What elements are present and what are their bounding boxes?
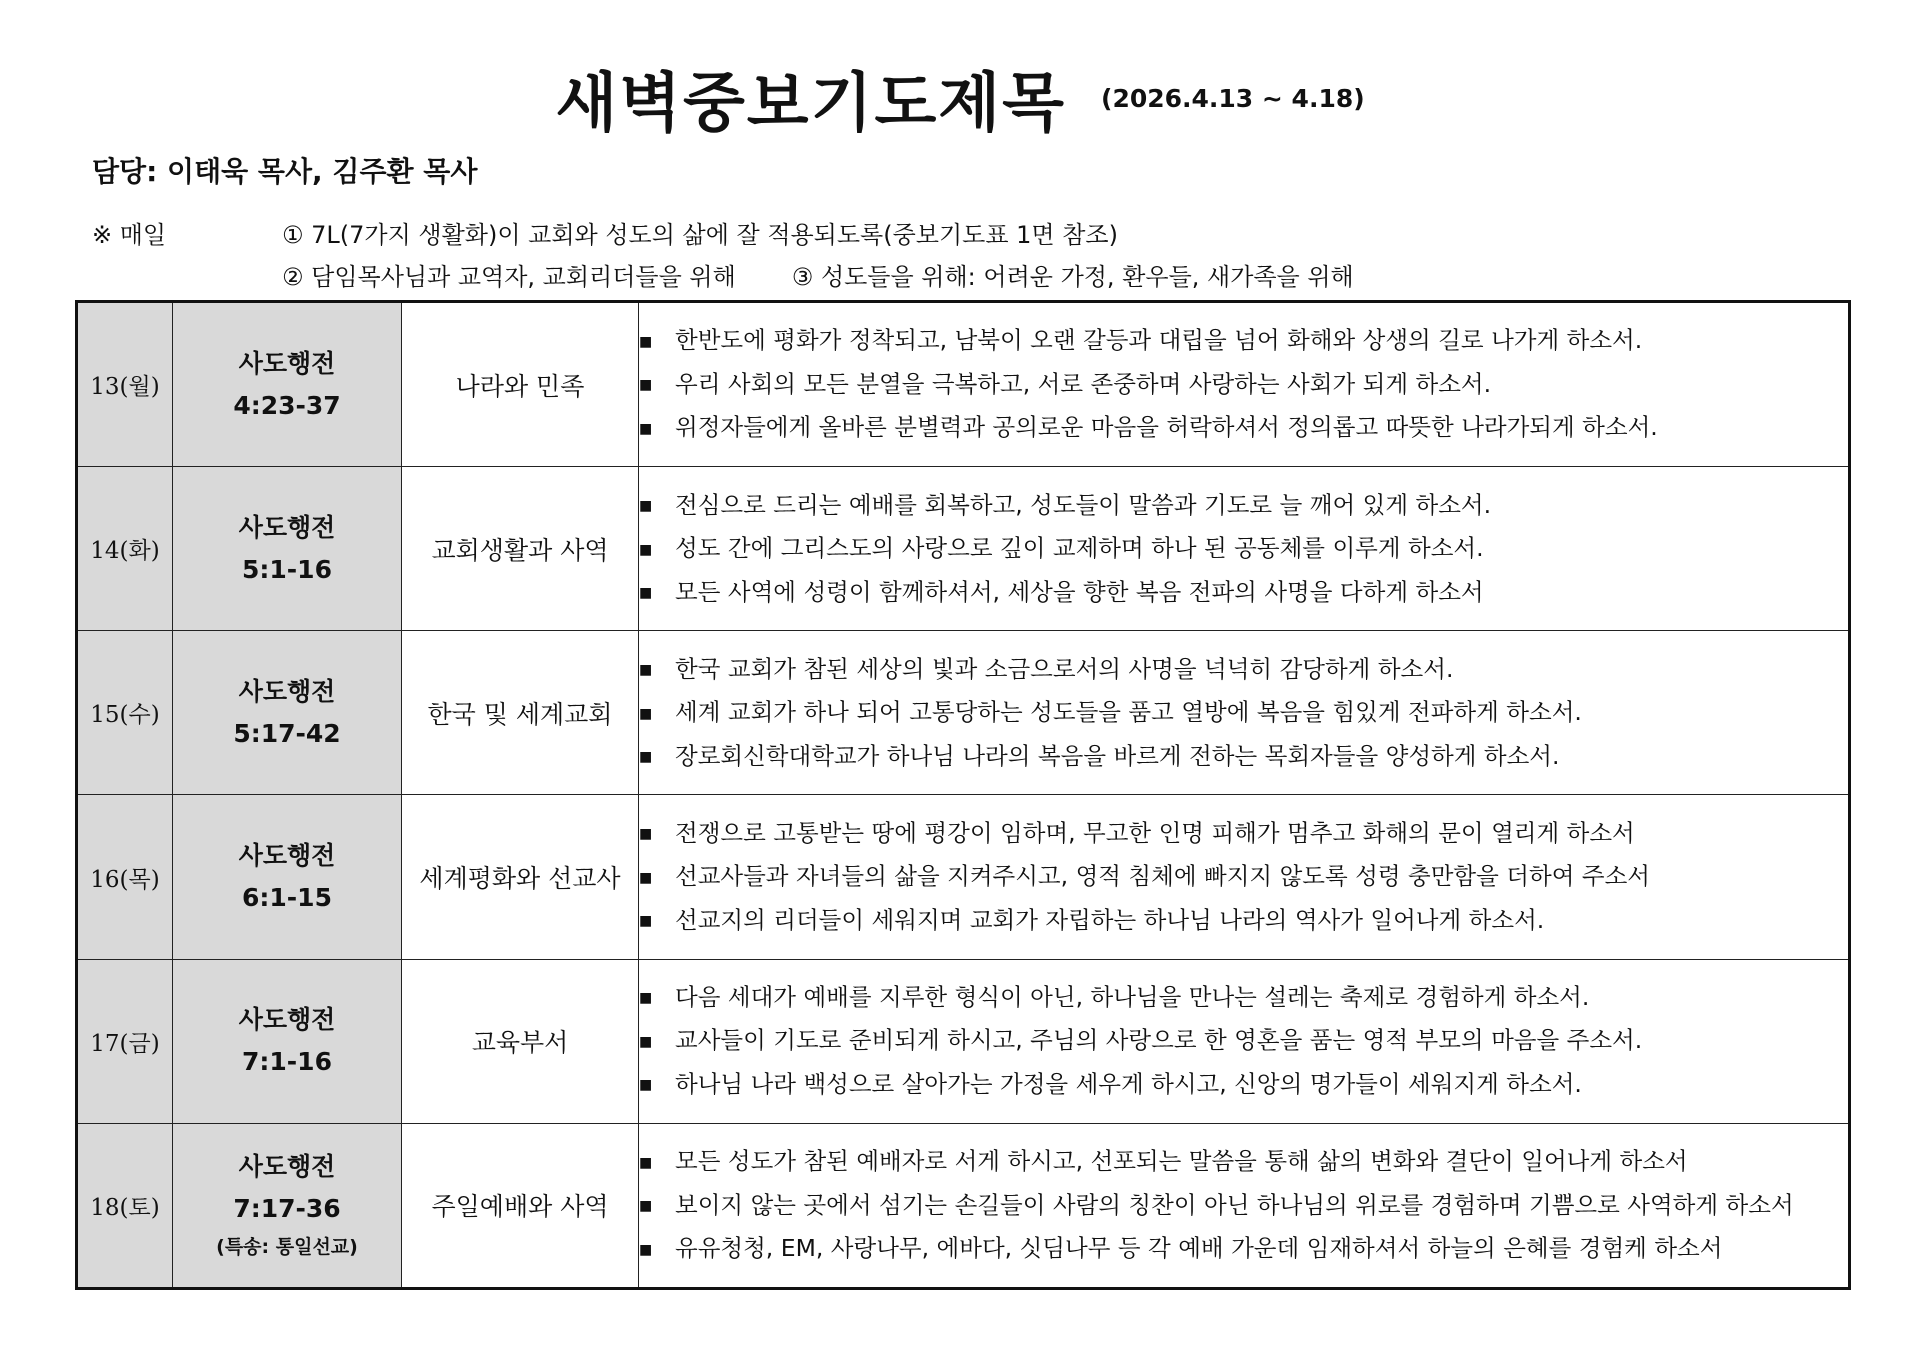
prayer-text: 교사들이 기도로 준비되게 하시고, 주님의 사랑으로 한 영혼을 품는 영적 부모의 마음을 주소서. (675, 1026, 1643, 1055)
passage-verses: 7:17-36 (233, 1194, 341, 1224)
prayer-list (639, 648, 1848, 779)
square-bullet-icon: ■ (639, 541, 653, 558)
passage-cell (173, 631, 402, 795)
prayer-item (639, 1140, 1848, 1184)
title-row (0, 52, 1920, 144)
day-cell: 17(금) (77, 959, 173, 1123)
prayers-cell (639, 795, 1850, 959)
square-bullet-icon: ■ (639, 826, 653, 843)
square-bullet-icon: ■ (639, 869, 653, 886)
prayers-cell (639, 1123, 1850, 1288)
person-in-charge: 담당: 이태욱 목사, 김주환 목사 (92, 155, 478, 188)
prayer-text: 한반도에 평화가 정착되고, 남북이 오랜 갈등과 대립을 넘어 화해와 상생의 길로 나가게 하소서. (675, 326, 1643, 355)
square-bullet-icon: ■ (639, 498, 653, 515)
prayers-cell (639, 631, 1850, 795)
prayer-text: 위정자들에게 올바른 분별력과 공의로운 마음을 허락하셔서 정의롭고 따뜻한 나라가되게 하소서. (675, 413, 1658, 442)
prayer-text: 한국 교회가 참된 세상의 빛과 소금으로서의 사명을 넉넉히 감당하게 하소서. (675, 654, 1454, 683)
prayer-text: 선교사들과 자녀들의 삶을 지켜주시고, 영적 침체에 빠지지 않도록 성령 충만함을 더하여 주소서 (675, 862, 1650, 891)
passage-verses: 6:1-15 (242, 883, 332, 913)
prayer-schedule-table (75, 300, 1851, 1290)
prayers-cell (639, 959, 1850, 1123)
prayer-text: 모든 사역에 성령이 함께하셔서, 세상을 향한 복음 전파의 사명을 다하게 하소서 (675, 577, 1484, 606)
square-bullet-icon: ■ (639, 705, 653, 722)
daily-line-2 (92, 257, 1354, 292)
prayer-item (639, 406, 1848, 450)
square-bullet-icon: ■ (639, 420, 653, 437)
prayer-text: 하나님 나라 백성으로 살아가는 가정을 세우게 하시고, 신앙의 명가들이 세워지게 하소서. (675, 1069, 1582, 1098)
schedule-row (77, 795, 1850, 959)
square-bullet-icon: ■ (639, 333, 653, 350)
square-bullet-icon: ■ (639, 1077, 653, 1094)
passage-verses: 4:23-37 (233, 390, 341, 420)
day-cell: 15(수) (77, 631, 173, 795)
prayer-text: 보이지 않는 곳에서 섬기는 손길들이 사람의 칭찬이 아닌 하나님의 위로를 경험하며 기쁨으로 사역하게 하소서 (675, 1190, 1794, 1219)
prayer-text: 유유청청, EM, 사랑나무, 에바다, 싯딤나무 등 각 예배 가운데 임재하셔서 하늘의 은혜를 경험케 하소서 (675, 1234, 1723, 1263)
passage-book: 사도행전 (238, 841, 336, 871)
passage-book: 사도행전 (238, 676, 336, 706)
prayer-text: 선교지의 리더들이 세워지며 교회가 자립하는 하나님 나라의 역사가 일어나게 하소서. (675, 905, 1545, 934)
theme-cell: 나라와 민족 (402, 302, 639, 467)
page-title: 새벽중보기도제목 (555, 67, 1066, 141)
square-bullet-icon: ■ (639, 377, 653, 394)
prayer-item (639, 484, 1848, 528)
schedule-row (77, 302, 1850, 467)
square-bullet-icon: ■ (639, 1154, 653, 1171)
daily-item-3: ③ 성도들을 위해: 어려운 가정, 환우들, 새가족을 위해 (791, 263, 1354, 291)
prayer-item (639, 571, 1848, 615)
prayer-text: 모든 성도가 참된 예배자로 서게 하시고, 선포되는 말씀을 통해 삶의 변화와 결단이 일어나게 하소서 (675, 1147, 1688, 1176)
schedule-row (77, 631, 1850, 795)
passage-cell (173, 302, 402, 467)
theme-cell: 주일예배와 사역 (402, 1123, 639, 1288)
square-bullet-icon: ■ (639, 913, 653, 930)
passage-cell (173, 467, 402, 631)
day-cell: 18(토) (77, 1123, 173, 1288)
square-bullet-icon: ■ (639, 585, 653, 602)
schedule-row (77, 959, 1850, 1123)
square-bullet-icon: ■ (639, 662, 653, 679)
passage-book: 사도행전 (238, 512, 336, 542)
prayer-text: 전쟁으로 고통받는 땅에 평강이 임하며, 무고한 인명 피해가 멈추고 화해의 문이 열리게 하소서 (675, 818, 1635, 847)
prayer-item (639, 855, 1848, 899)
prayer-text: 성도 간에 그리스도의 사랑으로 깊이 교제하며 하나 된 공동체를 이루게 하소서. (675, 534, 1484, 563)
schedule-row (77, 1123, 1850, 1288)
day-cell: 14(화) (77, 467, 173, 631)
square-bullet-icon: ■ (639, 1033, 653, 1050)
prayer-text: 전심으로 드리는 예배를 회복하고, 성도들이 말씀과 기도로 늘 깨어 있게 하소서. (675, 490, 1492, 519)
prayer-item (639, 527, 1848, 571)
prayer-item (639, 319, 1848, 363)
prayers-cell (639, 302, 1850, 467)
special-song-note: (특송: 통일선교) (216, 1236, 358, 1259)
prayer-text: 다음 세대가 예배를 지루한 형식이 아닌, 하나님을 만나는 설레는 축제로 경험하게 하소서. (675, 982, 1590, 1011)
prayer-item (639, 1184, 1848, 1228)
prayer-list (639, 484, 1848, 615)
prayer-item (639, 899, 1848, 943)
daily-line-1 (92, 215, 1118, 250)
passage-verses: 7:1-16 (242, 1047, 332, 1077)
prayer-item (639, 976, 1848, 1020)
day-cell: 16(목) (77, 795, 173, 959)
prayer-list (639, 812, 1848, 943)
passage-book: 사도행전 (238, 1005, 336, 1035)
prayer-list (639, 1140, 1848, 1271)
prayer-item (639, 1063, 1848, 1107)
passage-book: 사도행전 (238, 348, 336, 378)
daily-item-2: ② 담임목사님과 교역자, 교회리더들을 위해 (282, 263, 736, 291)
theme-cell: 세계평화와 선교사 (402, 795, 639, 959)
prayer-text: 장로회신학대학교가 하나님 나라의 복음을 바르게 전하는 목회자들을 양성하게 하소서. (675, 741, 1560, 770)
square-bullet-icon: ■ (639, 990, 653, 1007)
square-bullet-icon: ■ (639, 749, 653, 766)
day-cell: 13(월) (77, 302, 173, 467)
passage-verses: 5:1-16 (242, 554, 332, 584)
prayer-list (639, 976, 1848, 1107)
date-range: (2026.4.13 ~ 4.18) (1101, 83, 1365, 113)
square-bullet-icon: ■ (639, 1241, 653, 1258)
prayer-item (639, 648, 1848, 692)
theme-cell: 한국 및 세계교회 (402, 631, 639, 795)
daily-item-1: ① 7L(7가지 생활화)이 교회와 성도의 삶에 잘 적용되도록(중보기도표 1면 참조) (282, 221, 1118, 249)
schedule-row (77, 467, 1850, 631)
prayer-item (639, 1227, 1848, 1271)
daily-label: ※ 매일 (92, 221, 167, 249)
passage-book: 사도행전 (238, 1152, 336, 1182)
prayer-text: 우리 사회의 모든 분열을 극복하고, 서로 존중하며 사랑하는 사회가 되게 하소서. (675, 369, 1492, 398)
prayer-item (639, 363, 1848, 407)
prayer-item (639, 735, 1848, 779)
passage-cell (173, 795, 402, 959)
theme-cell: 교육부서 (402, 959, 639, 1123)
prayers-cell (639, 467, 1850, 631)
prayer-text: 세계 교회가 하나 되어 고통당하는 성도들을 품고 열방에 복음을 힘있게 전파하게 하소서. (675, 698, 1582, 727)
theme-cell: 교회생활과 사역 (402, 467, 639, 631)
prayer-list (639, 319, 1848, 450)
passage-verses: 5:17-42 (233, 718, 341, 748)
prayer-item (639, 1019, 1848, 1063)
square-bullet-icon: ■ (639, 1198, 653, 1215)
prayer-item (639, 812, 1848, 856)
prayer-item (639, 691, 1848, 735)
passage-cell (173, 959, 402, 1123)
passage-cell (173, 1123, 402, 1288)
